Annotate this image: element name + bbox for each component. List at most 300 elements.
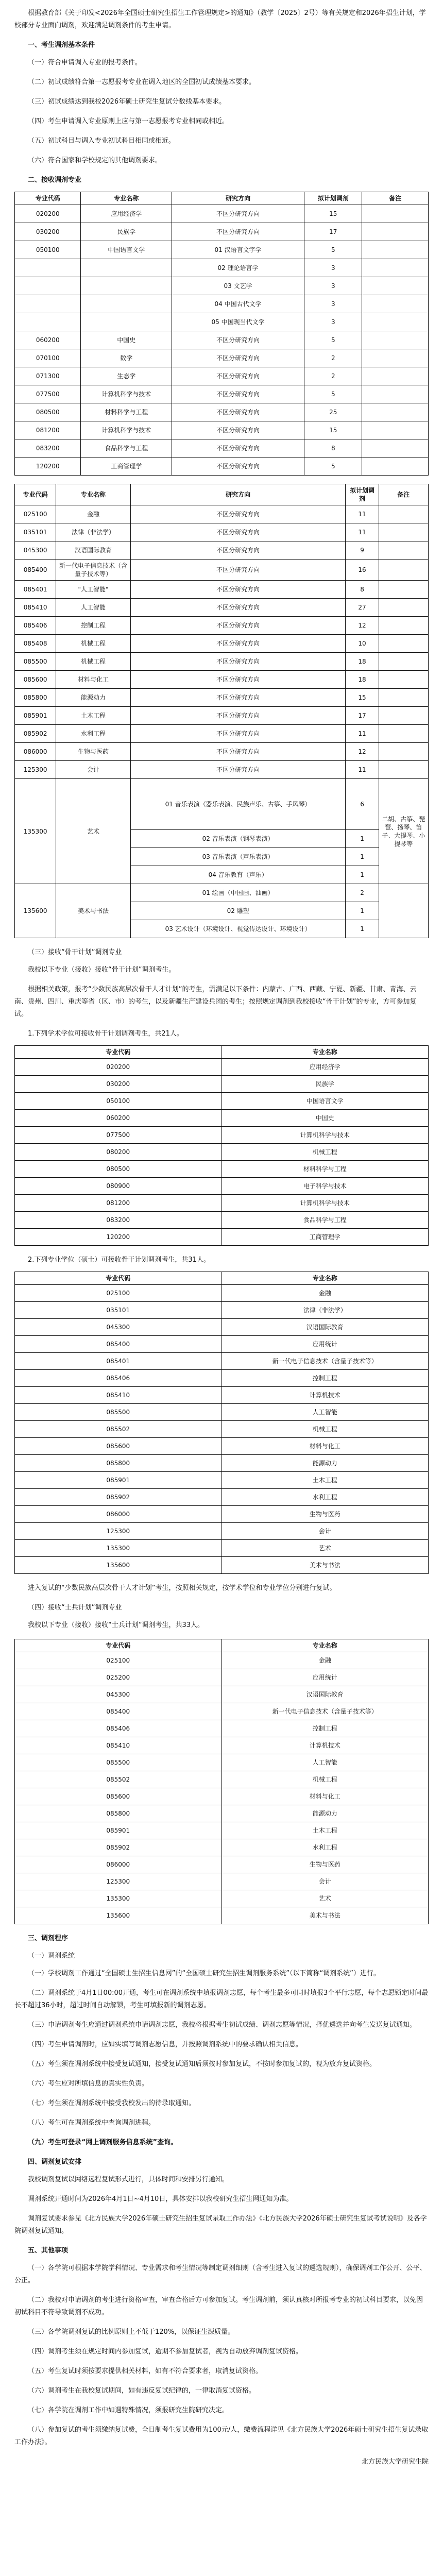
table-cell: 应用经济学 — [81, 205, 172, 223]
table-row — [15, 599, 429, 617]
table-cell: 3 — [304, 277, 362, 295]
table-row — [15, 761, 429, 779]
table-cell: 081200 — [15, 421, 81, 439]
table-cell: 135300 — [15, 1890, 222, 1907]
table-cell: 材料与化工 — [222, 1788, 429, 1805]
table-cell — [379, 653, 428, 671]
procedure-subtitle: （一）调剂系统 — [28, 1952, 75, 1960]
table-cell: 不区分研究方向 — [130, 725, 346, 743]
table-cell: 会计 — [222, 1873, 429, 1890]
table-row — [15, 541, 429, 560]
table-cell: 计算机科学与技术 — [81, 385, 172, 403]
table-cell: 二胡、古筝、琵琶、扬琴、笛子、大提琴、小提琴等 — [379, 779, 428, 884]
table-cell: 125300 — [15, 761, 56, 779]
table-row — [15, 1839, 429, 1856]
table-cell — [81, 259, 172, 277]
table-row — [15, 523, 429, 541]
table-cell — [379, 581, 428, 599]
table-header-cell: 专业名称 — [222, 1639, 429, 1652]
table-cell: 不区分研究方向 — [130, 599, 346, 617]
table-cell: 不区分研究方向 — [130, 617, 346, 635]
table-row — [15, 581, 429, 599]
table-cell: 民族学 — [222, 1076, 429, 1093]
table-cell: 04 音乐教育（声乐） — [130, 866, 346, 884]
table-cell: 085401 — [15, 1353, 222, 1370]
table-header-cell: 专业名称 — [56, 484, 131, 505]
table-cell: 不区分研究方向 — [172, 349, 304, 367]
table-row — [15, 1387, 429, 1404]
table-row — [15, 1302, 429, 1319]
table-header-cell: 专业代码 — [15, 484, 56, 505]
table-cell: 材料与化工 — [222, 1438, 429, 1455]
table-cell: 086000 — [15, 1506, 222, 1523]
table-professional-programs — [14, 484, 429, 938]
table-cell: 不区分研究方向 — [130, 523, 346, 541]
section-1-list — [14, 57, 429, 167]
table-cell — [379, 689, 428, 707]
table-row — [15, 1438, 429, 1455]
table-cell: 不区分研究方向 — [172, 331, 304, 349]
table-cell: 085600 — [15, 671, 56, 689]
section-1-title: 一、考生调剂基本条件 — [28, 41, 95, 49]
table-cell: 15 — [304, 421, 362, 439]
table-row — [15, 1178, 429, 1195]
table-cell: 3 — [304, 295, 362, 313]
table-cell: 045300 — [15, 1686, 222, 1703]
table-cell: 085600 — [15, 1438, 222, 1455]
table-cell: 不区分研究方向 — [130, 560, 346, 581]
section-3-title: （三）接收“骨干计划”调剂专业 — [28, 948, 122, 956]
table-row — [15, 1523, 429, 1540]
table-cell: 27 — [346, 599, 379, 617]
table-cell: 1 — [346, 848, 379, 866]
table-cell: 不区分研究方向 — [130, 689, 346, 707]
condition-item: （二）初试成绩符合第一志愿报考专业在调入地区的全国初试成绩基本要求。 — [28, 78, 256, 86]
table-row — [15, 707, 429, 725]
table-cell: 不区分研究方向 — [130, 581, 346, 599]
table-cell — [362, 259, 429, 277]
table-row — [15, 560, 429, 581]
table-row — [15, 1506, 429, 1523]
table-cell: 5 — [304, 385, 362, 403]
table-cell: 不区分研究方向 — [130, 635, 346, 653]
intro-paragraph: 根据教育部《关于印发<2026年全国硕士研究生招生工作管理规定>的通知》（教学〔2025〕2号）等有关规定和2026年招生计划，学校部分专业面向调剂，欢迎满足调剂条件的考生申请。 — [14, 9, 426, 29]
table-cell: 11 — [346, 725, 379, 743]
table-cell: 金融 — [222, 1285, 429, 1302]
table-row — [15, 1336, 429, 1353]
table-cell: 机械工程 — [56, 635, 131, 653]
procedure-title: 三、调剂程序 — [28, 1935, 69, 1942]
table-cell: 035101 — [15, 1302, 222, 1319]
condition-item: （四）考生申请调入专业原则上应与第一志愿报考专业相同或相近。 — [28, 117, 229, 125]
table-cell: 077500 — [15, 385, 81, 403]
table-cell: 应用经济学 — [222, 1059, 429, 1076]
condition-item: （一）符合申请调入专业的报考条件。 — [28, 59, 142, 66]
table-cell: 汉语国际教育 — [56, 541, 131, 560]
table-cell: 控制工程 — [222, 1720, 429, 1737]
table-row — [15, 1754, 429, 1771]
table-cell: 艺术 — [222, 1890, 429, 1907]
table-row — [15, 1907, 429, 1924]
table-cell: 不区分研究方向 — [130, 541, 346, 560]
table-cell: 02 理论语言学 — [172, 259, 304, 277]
table-cell: 085408 — [15, 635, 56, 653]
table-cell: 不区分研究方向 — [130, 743, 346, 761]
table-cell: 085400 — [15, 560, 56, 581]
table-cell: 能源动力 — [222, 1455, 429, 1472]
table-cell: 6 — [346, 779, 379, 830]
table-cell: 085500 — [15, 653, 56, 671]
table-cell: 汉语国际教育 — [222, 1686, 429, 1703]
other-item: （五）考生复试时须按要求提供相关材料，如有不符合要求者，取消复试资格。 — [28, 2367, 263, 2375]
table-cell: 135600 — [15, 1907, 222, 1924]
condition-item: （六）符合国家和学校规定的其他调剂要求。 — [28, 157, 162, 164]
other-item: （二）我校对申请调剂的考生进行资格审查，审查合格后方可参加复试。考生调剂前，须认真核对所报考专业的初试科目要求，以免因初试科目不符导致调剂不成功。 — [14, 2296, 423, 2316]
table-cell: 材料与化工 — [56, 671, 131, 689]
table-row — [15, 1472, 429, 1489]
table-cell — [379, 743, 428, 761]
procedure-item: （四）考生申请调剂时，应如实填写调剂志愿信息，并按照调剂系统中的要求确认相关信息。 — [28, 2041, 303, 2048]
procedure-note: （九）考生可登录“网上调剂服务信息系统”查询。 — [28, 2139, 178, 2146]
table-cell: 生物与医药 — [56, 743, 131, 761]
table-row — [15, 1404, 429, 1421]
table-cell: 030200 — [15, 223, 81, 241]
table-row — [15, 241, 429, 259]
table-academic-programs — [14, 192, 429, 476]
other-item: （七）各学院在调剂工作中如遇特殊情况，须报研究生院研究决定。 — [28, 2406, 229, 2414]
table-cell: 125300 — [15, 1873, 222, 1890]
table-header-cell: 拟计划调剂 — [304, 192, 362, 205]
table-cell: 新一代电子信息技术（含量子技术等） — [222, 1703, 429, 1720]
table-header-cell: 专业名称 — [81, 192, 172, 205]
table-list-2 — [14, 1272, 429, 1574]
table-row — [15, 1161, 429, 1178]
table-row — [15, 1822, 429, 1839]
table-cell: 080900 — [15, 1178, 222, 1195]
condition-item: （五）初试科目与调入专业初试科目相同或相近。 — [28, 137, 176, 145]
table-row — [15, 1285, 429, 1302]
table-cell: 12 — [346, 743, 379, 761]
table-row — [15, 689, 429, 707]
table-cell: 085502 — [15, 1421, 222, 1438]
table-header-cell: 研究方向 — [172, 192, 304, 205]
table-cell: 085901 — [15, 1472, 222, 1489]
table-cell: 120200 — [15, 457, 81, 476]
table-cell: 085800 — [15, 1805, 222, 1822]
table-cell: 计算机科学与技术 — [81, 421, 172, 439]
table-cell: 15 — [346, 689, 379, 707]
table-row — [15, 457, 429, 476]
procedure-item: （五）考生须在调剂系统中接受复试通知，接受复试通知后须按时参加复试，不按时参加复试的，视为放弃复试资格。 — [28, 2060, 377, 2068]
table-cell: 不区分研究方向 — [172, 385, 304, 403]
table-cell: 法律（非法学） — [222, 1302, 429, 1319]
table-cell: 16 — [346, 560, 379, 581]
table-cell: 艺术 — [56, 779, 131, 884]
table-cell: 085902 — [15, 1489, 222, 1506]
section-3-p3: 进入复试的“少数民族高层次骨干人才计划”考生，按照相关规定，按学术学位和专业学位分别进行复试。 — [28, 1584, 336, 1592]
other-item: （四）调剂考生须在规定时间内参加复试，逾期不参加复试者，视为自动放弃调剂复试资格。 — [28, 2348, 303, 2355]
table-cell — [379, 617, 428, 635]
table-cell: 生物与医药 — [222, 1506, 429, 1523]
table-row — [15, 1771, 429, 1788]
table-row — [15, 1144, 429, 1161]
table-cell: 18 — [346, 671, 379, 689]
table-cell: 085901 — [15, 707, 56, 725]
table-row — [15, 671, 429, 689]
table-cell: 水利工程 — [56, 725, 131, 743]
table-row — [15, 1669, 429, 1686]
table-cell: 1 — [346, 920, 379, 938]
table-cell: 机械工程 — [56, 653, 131, 671]
table-cell: 土木工程 — [222, 1472, 429, 1489]
table-row — [15, 1455, 429, 1472]
table-row — [15, 205, 429, 223]
table-cell: 9 — [346, 541, 379, 560]
table-row — [15, 1059, 429, 1076]
table-cell — [362, 331, 429, 349]
table-cell: 03 艺术设计（环境设计、视觉传达设计、环境设计） — [130, 920, 346, 938]
table-row — [15, 743, 429, 761]
table-cell: 120200 — [15, 1229, 222, 1246]
table-cell: 食品科学与工程 — [222, 1212, 429, 1229]
table-cell — [15, 313, 81, 331]
table-cell: 计算机科学与技术 — [222, 1195, 429, 1212]
table-row — [15, 1370, 429, 1387]
table-cell: 01 汉语言文字学 — [172, 241, 304, 259]
table-row — [15, 617, 429, 635]
table-cell: 071300 — [15, 367, 81, 385]
table-cell: 04 中国古代文学 — [172, 295, 304, 313]
table-cell: 085406 — [15, 1720, 222, 1737]
table-cell: 3 — [304, 259, 362, 277]
table-cell: 025100 — [15, 1285, 222, 1302]
table-cell: 工商管理学 — [81, 457, 172, 476]
list-2-title: 2.下列专业学位（硕士）可接收骨干计划调剂考生，共31人。 — [28, 1256, 210, 1264]
table-cell: 085406 — [15, 1370, 222, 1387]
table-cell: 18 — [346, 653, 379, 671]
table-cell: 机械工程 — [222, 1421, 429, 1438]
table-cell: 03 文艺学 — [172, 277, 304, 295]
table-row — [15, 1540, 429, 1557]
table-row — [15, 313, 429, 331]
table-header-cell: 专业代码 — [15, 192, 81, 205]
table-cell: 不区分研究方向 — [130, 671, 346, 689]
section-3-p2: 根据相关政策，报考“少数民族高层次骨干人才计划”的考生，需满足以下条件：内蒙古、广西、西藏、宁夏、新疆、甘肃、青海、云南、贵州、四川、重庆等省（区、市）的考生，以及新疆生产建设兵团的考生；按照规定调剂到我校接收“骨干计划”的专业，方可参加复试。 — [14, 986, 417, 1018]
procedure-item: （六）考生应对所填信息的真实性负责。 — [28, 2080, 149, 2088]
table-cell — [362, 421, 429, 439]
table-row — [15, 1421, 429, 1438]
table-cell: 美术与书法 — [222, 1907, 429, 1924]
table-cell: 17 — [346, 707, 379, 725]
table-cell: 能源动力 — [222, 1805, 429, 1822]
table-row — [15, 1076, 429, 1093]
table-cell: 人工智能 — [56, 599, 131, 617]
other-item: （一）各学院可根据本学院学科情况、专业需求和考生情况等制定调剂细则（含考生进入复试的遴选规则），确保调剂工作公开、公平、公正。 — [14, 2264, 427, 2284]
table-cell: 03 音乐表演（声乐表演） — [130, 848, 346, 866]
other-item: （六）调剂考生在我校复试期间，如有违反复试纪律的，一律取消复试资格。 — [28, 2387, 256, 2395]
table-cell: 085410 — [15, 599, 56, 617]
table-row — [15, 1319, 429, 1336]
table-cell: 1 — [346, 902, 379, 920]
table-cell — [379, 725, 428, 743]
table-cell: 中国语言文学 — [81, 241, 172, 259]
table-cell: 8 — [346, 581, 379, 599]
table-cell: 01 绘画（中国画、油画） — [130, 884, 346, 902]
table-cell — [379, 560, 428, 581]
table-cell: 085600 — [15, 1788, 222, 1805]
table-list-1 — [14, 1045, 429, 1246]
table-cell: 17 — [304, 223, 362, 241]
table-cell: 新一代电子信息技术（含量子技术等） — [56, 560, 131, 581]
table-cell: 美术与书法 — [222, 1557, 429, 1574]
table-cell: 金融 — [56, 505, 131, 523]
table-cell — [379, 761, 428, 779]
table-cell: 10 — [346, 635, 379, 653]
table-cell — [362, 367, 429, 385]
table-cell: 材料科学与工程 — [222, 1161, 429, 1178]
table-cell: 080200 — [15, 1144, 222, 1161]
table-cell: 085502 — [15, 1771, 222, 1788]
table-cell: 135300 — [15, 779, 56, 884]
table-cell — [362, 439, 429, 457]
table-cell: 电子科学与技术 — [222, 1178, 429, 1195]
table-row — [15, 779, 429, 830]
table-cell — [362, 385, 429, 403]
table-cell: 食品科学与工程 — [81, 439, 172, 457]
table-cell: 不区分研究方向 — [172, 367, 304, 385]
table-cell: 060200 — [15, 331, 81, 349]
table-cell: 02 音乐表演（钢琴表演） — [130, 830, 346, 848]
table-cell: 135600 — [15, 1557, 222, 1574]
table-header-cell: 专业代码 — [15, 1272, 222, 1285]
table-cell: 085406 — [15, 617, 56, 635]
table-cell: 11 — [346, 505, 379, 523]
procedure-item: （八）考生可在调剂系统中查询调剂进程。 — [28, 2119, 156, 2127]
schedule-item: 我校调剂复试以网络远程复试形式进行，具体时间和安排另行通知。 — [28, 2176, 229, 2183]
table-cell: 025200 — [15, 1669, 222, 1686]
table-cell: 不区分研究方向 — [130, 505, 346, 523]
other-list — [14, 2262, 429, 2417]
fee-note: （八）参加复试的考生须缴纳复试费，全日制考生复试费用为100元/人，缴费流程详见《北方民族大学2026年硕士研究生招生复试录取工作办法》。 — [14, 2426, 429, 2446]
table-cell — [15, 277, 81, 295]
table-row — [15, 505, 429, 523]
table-row — [15, 295, 429, 313]
table-cell: 3 — [304, 313, 362, 331]
table-cell: 035101 — [15, 523, 56, 541]
table-header-cell: 备注 — [362, 192, 429, 205]
table-row — [15, 1737, 429, 1754]
table-cell: 11 — [346, 761, 379, 779]
table-cell: 5 — [304, 241, 362, 259]
table-cell: 水利工程 — [222, 1489, 429, 1506]
list-1-title: 1.下列学术学位可接收骨干计划调剂考生，共21人。 — [28, 1030, 183, 1038]
table-cell: 081200 — [15, 1195, 222, 1212]
table-cell: 计算机技术 — [222, 1387, 429, 1404]
table-row — [15, 1873, 429, 1890]
condition-item: （三）初试成绩达到我校2026年硕士研究生复试分数线基本要求。 — [28, 98, 226, 106]
table-cell: 12 — [346, 617, 379, 635]
table-cell — [81, 313, 172, 331]
table-cell: 民族学 — [81, 223, 172, 241]
table-cell: 中国史 — [222, 1110, 429, 1127]
table-cell: 050100 — [15, 241, 81, 259]
table-row — [15, 1720, 429, 1737]
table-cell — [362, 295, 429, 313]
table-header-cell: 专业名称 — [222, 1046, 429, 1059]
table-cell: 会计 — [222, 1523, 429, 1540]
table-header-cell: 专业代码 — [15, 1639, 222, 1652]
table-cell: 01 音乐表演（器乐表演、民族声乐、古筝、手风琴） — [130, 779, 346, 830]
table-cell: 机械工程 — [222, 1144, 429, 1161]
table-cell — [15, 259, 81, 277]
table-cell — [362, 313, 429, 331]
table-cell: 生态学 — [81, 367, 172, 385]
table-cell: 不区分研究方向 — [172, 421, 304, 439]
table-row — [15, 1890, 429, 1907]
table-cell: "人工智能" — [56, 581, 131, 599]
table-row — [15, 1229, 429, 1246]
procedure-list — [14, 1968, 429, 2129]
table-cell — [81, 277, 172, 295]
table-cell: 11 — [346, 523, 379, 541]
table-cell: 不区分研究方向 — [172, 223, 304, 241]
table-row — [15, 1353, 429, 1370]
table-cell: 085902 — [15, 725, 56, 743]
table-cell — [362, 457, 429, 476]
table-cell: 085901 — [15, 1822, 222, 1839]
table-cell: 材料科学与工程 — [81, 403, 172, 421]
table-cell: 艺术 — [222, 1540, 429, 1557]
table-cell: 不区分研究方向 — [130, 653, 346, 671]
table-header-cell: 拟计划调剂 — [346, 484, 379, 505]
table-cell: 135300 — [15, 1540, 222, 1557]
table-cell: 会计 — [56, 761, 131, 779]
table-cell: 美术与书法 — [56, 884, 131, 938]
table-row — [15, 385, 429, 403]
table-row — [15, 1652, 429, 1669]
table-row — [15, 421, 429, 439]
table-row — [15, 1557, 429, 1574]
table-header-cell: 备注 — [379, 484, 428, 505]
table-cell: 土木工程 — [56, 707, 131, 725]
table-cell: 金融 — [222, 1652, 429, 1669]
table-row — [15, 331, 429, 349]
table-cell: 085400 — [15, 1336, 222, 1353]
table-cell: 25 — [304, 403, 362, 421]
table-cell — [379, 541, 428, 560]
table-row — [15, 1093, 429, 1110]
table-row — [15, 1195, 429, 1212]
table-cell: 085401 — [15, 581, 56, 599]
table-cell — [379, 671, 428, 689]
table-cell: 030200 — [15, 1076, 222, 1093]
procedure-item: （三）申请调剂考生应通过调剂系统申请调剂志愿，我校将根据考生初试成绩、调剂志愿等情况，择优遴选并向考生发送复试通知。 — [28, 2021, 417, 2029]
table-cell: 135600 — [15, 884, 56, 938]
table-cell: 5 — [304, 331, 362, 349]
table-cell: 020200 — [15, 1059, 222, 1076]
table-cell: 083200 — [15, 439, 81, 457]
table-row — [15, 349, 429, 367]
table-row — [15, 1489, 429, 1506]
table-header-cell: 专业代码 — [15, 1046, 222, 1059]
contact-paragraph: 调剂复试要求参见《北方民族大学2026年硕士研究生招生复试录取工作办法》《北方民族大学2026年硕士研究生复试考试说明》及各学院调剂复试通知。 — [14, 2215, 427, 2235]
table-row — [15, 439, 429, 457]
table-header-cell: 专业名称 — [222, 1272, 429, 1285]
table-cell: 机械工程 — [222, 1771, 429, 1788]
table-cell — [362, 205, 429, 223]
table-cell: 生物与医药 — [222, 1856, 429, 1873]
table-cell: 法律（非法学） — [56, 523, 131, 541]
